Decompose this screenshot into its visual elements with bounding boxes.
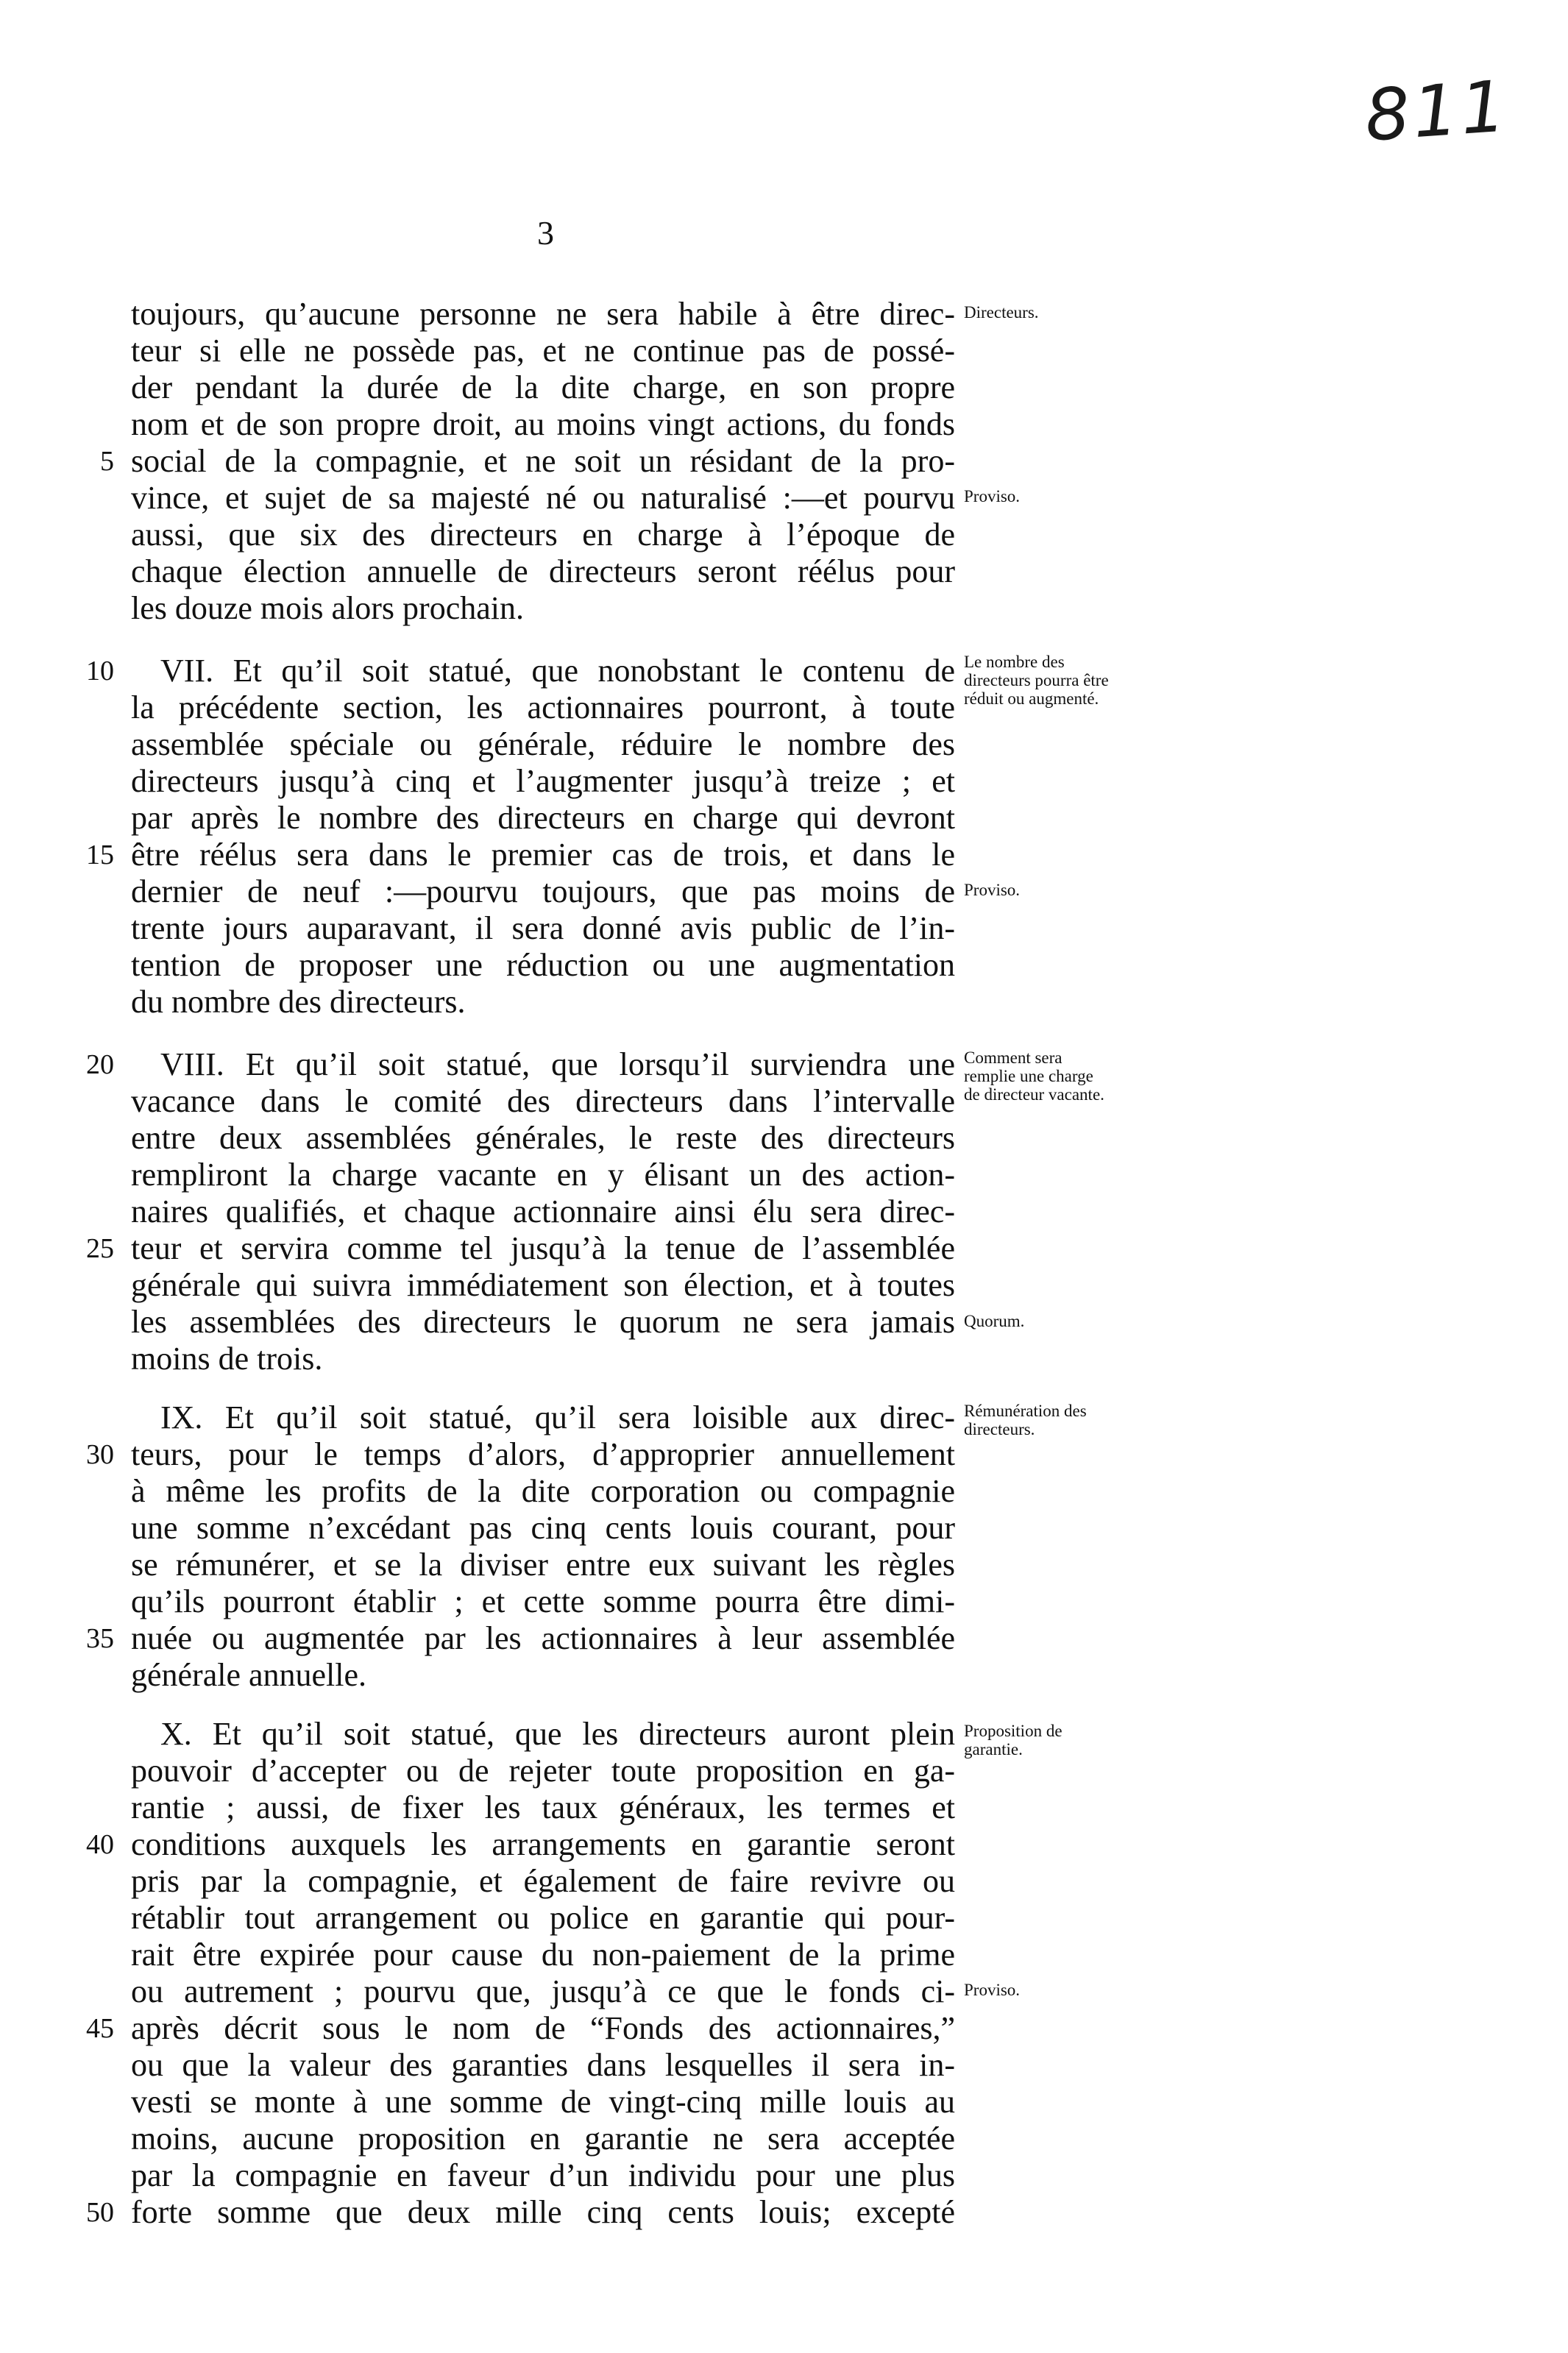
text-line: ou autrement ; pourvu que, jusqu’à ce que le fonds ci- — [131, 1973, 955, 2009]
text-line: naires qualifiés, et chaque actionnaire ainsi élu sera direc- — [131, 1193, 955, 1229]
text-line: à même les profits de la dite corporation ou compagnie — [131, 1473, 955, 1509]
text-line: qu’ils pourront établir ; et cette somme pourra être dimi- — [131, 1583, 955, 1619]
line-number: 50 — [86, 2197, 114, 2228]
line-number: 45 — [86, 2013, 114, 2044]
line-number: 30 — [86, 1439, 114, 1470]
text-line: teur et servira comme tel jusqu’à la tenue de l’assemblée — [131, 1230, 955, 1266]
text-line: se rémunérer, et se la diviser entre eux suivant les règles — [131, 1547, 955, 1583]
margin-note: Proposition de garantie. — [964, 1722, 1063, 1758]
margin-note: Proviso. — [964, 1981, 1021, 1999]
text-line: VII. Et qu’il soit statué, que nonobstant le contenu de — [160, 653, 955, 689]
margin-note: Quorum. — [964, 1312, 1025, 1330]
text-line: rantie ; aussi, de fixer les taux généraux, les termes et — [131, 1789, 955, 1825]
line-number: 35 — [86, 1623, 114, 1654]
line-number: 15 — [86, 840, 114, 870]
text-line: par après le nombre des directeurs en charge qui devront — [131, 800, 955, 836]
page-number: 3 — [537, 214, 554, 252]
text-line: VIII. Et qu’il soit statué, que lorsqu’il surviendra une — [160, 1046, 955, 1082]
text-line: trente jours auparavant, il sera donné avis public de l’in- — [131, 910, 955, 946]
text-line: teurs, pour le temps d’alors, d’approprier annuellement — [131, 1436, 955, 1472]
text-line: ou que la valeur des garanties dans lesquelles il sera in- — [131, 2047, 955, 2083]
margin-note: Comment sera remplie une charge de directeur vacante. — [964, 1048, 1104, 1104]
margin-note: Proviso. — [964, 881, 1021, 899]
line-number: 10 — [86, 656, 114, 686]
text-line: toujours, qu’aucune personne ne sera habile à être direc- — [131, 296, 955, 332]
text-line: pris par la compagnie, et également de faire revivre ou — [131, 1863, 955, 1899]
text-line: directeurs jusqu’à cinq et l’augmenter jusqu’à treize ; et — [131, 763, 955, 799]
text-line: der pendant la durée de la dite charge, en son propre — [131, 369, 955, 405]
text-line: rétablir tout arrangement ou police en garantie qui pour- — [131, 1900, 955, 1936]
text-line: conditions auxquels les arrangements en garantie seront — [131, 1826, 955, 1862]
margin-note: Rémunération des directeurs. — [964, 1402, 1087, 1438]
text-line: la précédente section, les actionnaires pourront, à toute — [131, 689, 955, 725]
margin-note: Directeurs. — [964, 303, 1039, 322]
text-line: générale annuelle. — [131, 1657, 367, 1693]
text-line: forte somme que deux mille cinq cents louis; excepté — [131, 2194, 955, 2230]
text-line: après décrit sous le nom de “Fonds des actionnaires,” — [131, 2010, 955, 2046]
text-line: dernier de neuf :—pourvu toujours, que pas moins de — [131, 873, 955, 909]
margin-note: Proviso. — [964, 487, 1021, 505]
handwritten-folio-number: 811 — [1362, 65, 1511, 157]
text-line: par la compagnie en faveur d’un individu pour une plus — [131, 2157, 955, 2193]
text-line: X. Et qu’il soit statué, que les directeurs auront plein — [160, 1716, 955, 1752]
text-line: être réélus sera dans le premier cas de trois, et dans le — [131, 837, 955, 873]
line-number: 40 — [86, 1829, 114, 1860]
text-line: rait être expirée pour cause du non-paiement de la prime — [131, 1937, 955, 1973]
text-line: nuée ou augmentée par les actionnaires à leur assemblée — [131, 1620, 955, 1656]
text-line: une somme n’excédant pas cinq cents louis courant, pour — [131, 1510, 955, 1546]
text-line: teur si elle ne possède pas, et ne continue pas de possé- — [131, 333, 955, 369]
text-line: social de la compagnie, et ne soit un résidant de la pro- — [131, 443, 955, 479]
text-line: pouvoir d’accepter ou de rejeter toute proposition en ga- — [131, 1753, 955, 1789]
text-line: nom et de son propre droit, au moins vingt actions, du fonds — [131, 406, 955, 442]
text-line: les douze mois alors prochain. — [131, 590, 524, 626]
text-line: rempliront la charge vacante en y élisant un des action- — [131, 1157, 955, 1193]
line-number: 25 — [86, 1233, 114, 1264]
line-number: 5 — [100, 446, 114, 477]
text-line: les assemblées des directeurs le quorum ne sera jamais — [131, 1304, 955, 1340]
text-line: IX. Et qu’il soit statué, qu’il sera loisible aux direc- — [160, 1399, 955, 1435]
text-line: vesti se monte à une somme de vingt-cinq mille louis au — [131, 2084, 955, 2120]
line-number: 20 — [86, 1049, 114, 1080]
text-line: chaque élection annuelle de directeurs seront réélus pour — [131, 553, 955, 589]
text-line: du nombre des directeurs. — [131, 984, 466, 1020]
margin-note: Le nombre des directeurs pourra être réduit ou augmenté. — [964, 653, 1109, 708]
text-line: vince, et sujet de sa majesté né ou naturalisé :—et pourvu — [131, 480, 955, 516]
text-line: entre deux assemblées générales, le reste des directeurs — [131, 1120, 955, 1156]
text-line: assemblée spéciale ou générale, réduire le nombre des — [131, 726, 955, 762]
text-line: moins de trois. — [131, 1341, 323, 1377]
text-line: tention de proposer une réduction ou une augmentation — [131, 947, 955, 983]
text-line: aussi, que six des directeurs en charge à l’époque de — [131, 517, 955, 553]
text-line: vacance dans le comité des directeurs dans l’intervalle — [131, 1083, 955, 1119]
text-line: moins, aucune proposition en garantie ne sera acceptée — [131, 2120, 955, 2157]
text-line: générale qui suivra immédiatement son élection, et à toutes — [131, 1267, 955, 1303]
